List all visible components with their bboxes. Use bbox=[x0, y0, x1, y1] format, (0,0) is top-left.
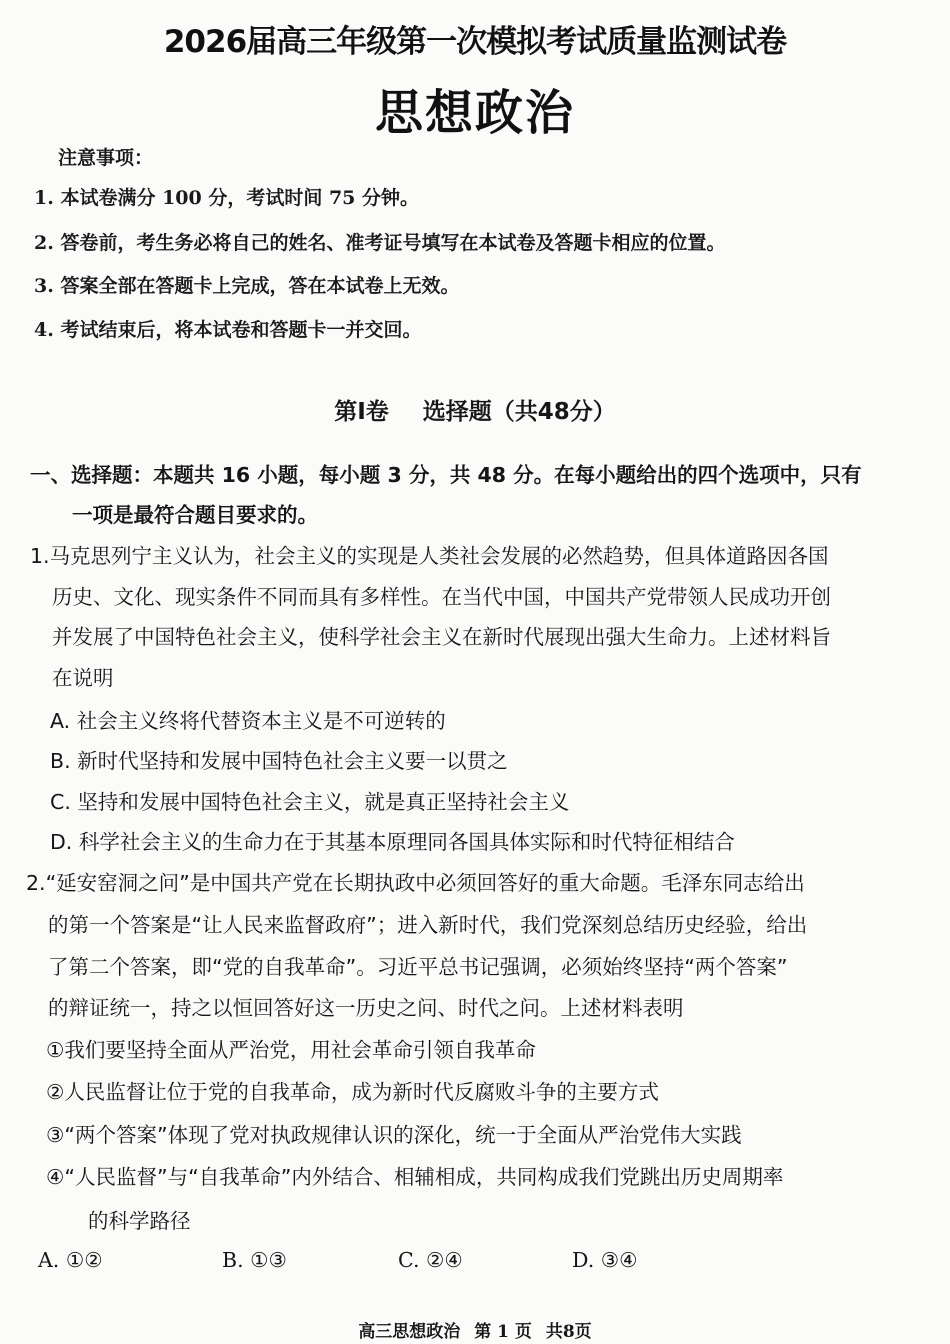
notice-item-3: 3. 答案全部在答题卡上完成，答在本试卷上无效。 bbox=[34, 275, 460, 297]
section-part: 第I卷 bbox=[334, 399, 389, 425]
page-footer bbox=[0, 1317, 950, 1342]
footer-page-total: 共8页 bbox=[545, 1322, 592, 1342]
option-c: C. 坚持和发展中国特色社会主义，就是真正坚持社会主义 bbox=[50, 790, 570, 814]
question-stem-line: 的第一个答案是“让人民来监督政府”；进入新时代，我们党深刻总结历史经验，给出 bbox=[48, 913, 808, 937]
option-b: B. 新时代坚持和发展中国特色社会主义要一以贯之 bbox=[50, 749, 508, 773]
subject-title: 思想政治 bbox=[374, 85, 575, 141]
section-instruction: 一、选择题：本题共 16 小题，每小题 3 分，共 48 分。在每小题给出的四个选项中，只有 bbox=[30, 463, 862, 487]
footer-page-number: 第 1 页 bbox=[474, 1322, 532, 1342]
notice-item-4: 4. 考试结束后，将本试卷和答题卡一并交回。 bbox=[34, 319, 422, 341]
question-stem-line: 并发展了中国特色社会主义，使科学社会主义在新时代展现出强大生命力。上述材料旨 bbox=[52, 625, 831, 649]
statement-4: ④“人民监督”与“自我革命”内外结合、相辅相成，共同构成我们党跳出历史周期率 bbox=[46, 1165, 784, 1189]
question-1-number-line bbox=[30, 539, 829, 569]
option-d: D. ③④ bbox=[572, 1248, 638, 1272]
section-instruction-cont: 一项是最符合题目要求的。 bbox=[72, 503, 318, 527]
footer-subject: 高三思想政治 bbox=[358, 1322, 461, 1342]
statement-3: ③“两个答案”体现了党对执政规律认识的深化，统一于全面从严治党伟大实践 bbox=[46, 1123, 742, 1147]
question-stem-line: “延安窑洞之问”是中国共产党在长期执政中必须回答好的重大命题。毛泽东同志给出 bbox=[45, 871, 805, 895]
statement-1: ①我们要坚持全面从严治党，用社会革命引领自我革命 bbox=[46, 1038, 536, 1062]
notice-item-2: 2. 答卷前，考生务必将自己的姓名、准考证号填写在本试卷及答题卡相应的位置。 bbox=[34, 232, 726, 254]
option-c: C. ②④ bbox=[398, 1248, 463, 1272]
section-title bbox=[0, 393, 950, 426]
question-number: 1. bbox=[30, 544, 50, 568]
section-name: 选择题（共48分） bbox=[422, 399, 616, 425]
option-a: A. 社会主义终将代替资本主义是不可逆转的 bbox=[50, 709, 446, 733]
question-stem-line: 马克思列宁主义认为，社会主义的实现是人类社会发展的必然趋势，但具体道路因各国 bbox=[49, 544, 829, 568]
question-number: 2. bbox=[26, 871, 46, 895]
notice-heading: 注意事项： bbox=[58, 147, 154, 169]
exam-title: 2026届高三年级第一次模拟考试质量监测试卷 bbox=[163, 24, 787, 60]
question-2-number-line bbox=[26, 866, 805, 896]
statement-2: ②人民监督让位于党的自我革命，成为新时代反腐败斗争的主要方式 bbox=[46, 1080, 659, 1104]
option-b: B. ①③ bbox=[222, 1248, 287, 1272]
option-d: D. 科学社会主义的生命力在于其基本原理同各国具体实际和时代特征相结合 bbox=[50, 830, 735, 854]
question-stem-line: 历史、文化、现实条件不同而具有多样性。在当代中国，中国共产党带领人民成功开创 bbox=[52, 585, 831, 609]
notice-item-1: 1. 本试卷满分 100 分，考试时间 75 分钟。 bbox=[34, 187, 420, 209]
question-stem-line: 的辩证统一，持之以恒回答好这一历史之问、时代之问。上述材料表明 bbox=[48, 996, 684, 1020]
option-a: A. ①② bbox=[38, 1248, 103, 1272]
statement-4-cont: 的科学路径 bbox=[88, 1209, 191, 1233]
question-stem-line: 在说明 bbox=[52, 666, 114, 690]
question-stem-line: 了第二个答案，即“党的自我革命”。习近平总书记强调，必须始终坚持“两个答案” bbox=[48, 955, 788, 979]
